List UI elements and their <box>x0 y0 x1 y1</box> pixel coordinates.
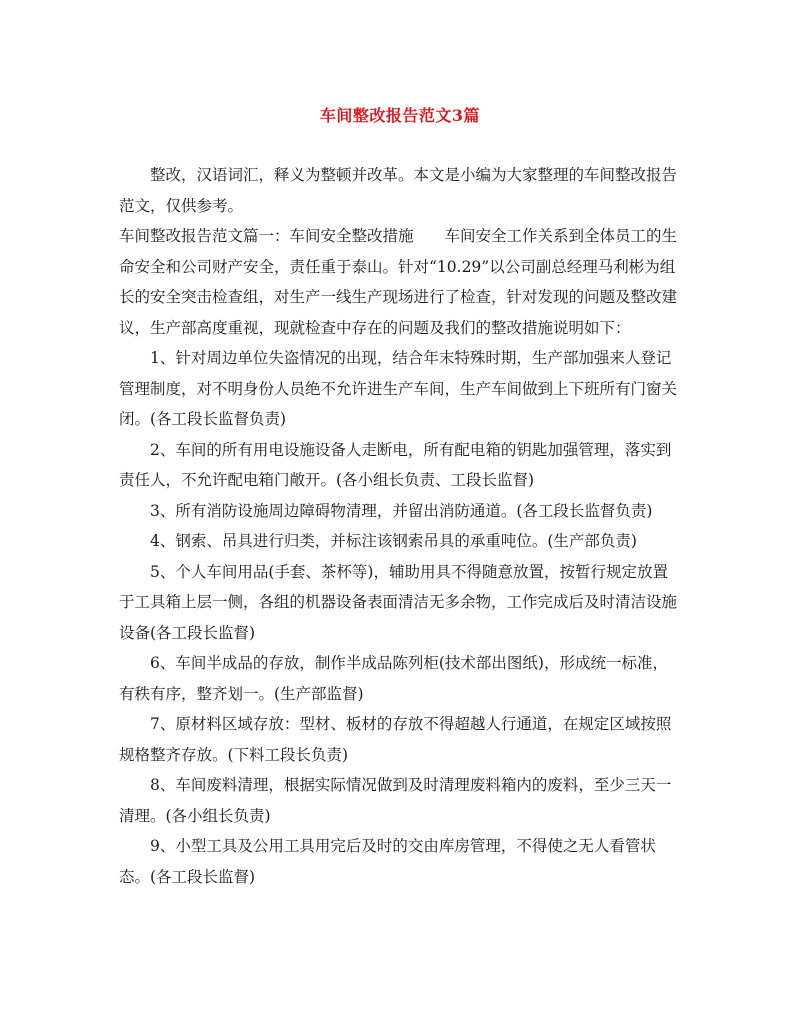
section-heading-paragraph: 车间整改报告范文篇一：车间安全整改措施 车间安全工作关系到全体员工的生命安全和公司财产安全，责任重于泰山。针对“10.29”以公司副总经理马利彬为组长的安全突击检查组，对生产一线生产现场进行了检查，针对发现的问题及整改建议，生产部高度重视，现就检查中存在的问题及我们的整改措施说明如下： <box>119 227 678 337</box>
list-item: 5、个人车间用品(手套、茶杯等)，辅助用具不得随意放置，按暂行规定放置于工具箱上层一侧，各组的机器设备表面清洁无多余物，工作完成后及时清洁设施设备(各工段长监督) <box>119 562 678 642</box>
document-title: 车间整改报告范文3篇 <box>319 106 481 125</box>
list-item: 7、原材料区域存放：型材、板材的存放不得超越人行通道，在规定区域按照规格整齐存放。(下料工段长负责) <box>119 715 672 764</box>
list-item: 3、所有消防设施周边障碍物清理，并留出消防通道。(各工段长监督负责) <box>150 501 653 520</box>
intro-paragraph: 整改，汉语词汇，释义为整顿并改革。本文是小编为大家整理的车间整改报告范文，仅供参考。 <box>119 166 678 215</box>
document-body <box>119 160 681 892</box>
list-item: 4、钢索、吊具进行归类，并标注该钢索吊具的承重吨位。(生产部负责) <box>150 532 637 550</box>
list-item: 1、针对周边单位失盗情况的出现，结合年末特殊时期，生产部加强来人登记管理制度，对不明身份人员绝不允许进生产车间，生产车间做到上下班所有门窗关闭。(各工段长监督负责) <box>119 349 678 428</box>
list-item: 2、车间的所有用电设施设备人走断电，所有配电箱的钥匙加强管理，落实到责任人，不允许配电箱门敞开。(各小组长负责、工段长监督) <box>119 440 672 489</box>
list-item: 9、小型工具及公用工具用完后及时的交由库房管理，不得使之无人看管状态。(各工段长监督) <box>119 837 656 886</box>
list-item: 6、车间半成品的存放，制作半成品陈列柜(技术部出图纸)，形成统一标准，有秩有序，整齐划一。(生产部监督) <box>119 654 668 703</box>
list-item: 8、车间废料清理，根据实际情况做到及时清理废料箱内的废料，至少三天一清理。(各小组长负责) <box>119 776 672 825</box>
